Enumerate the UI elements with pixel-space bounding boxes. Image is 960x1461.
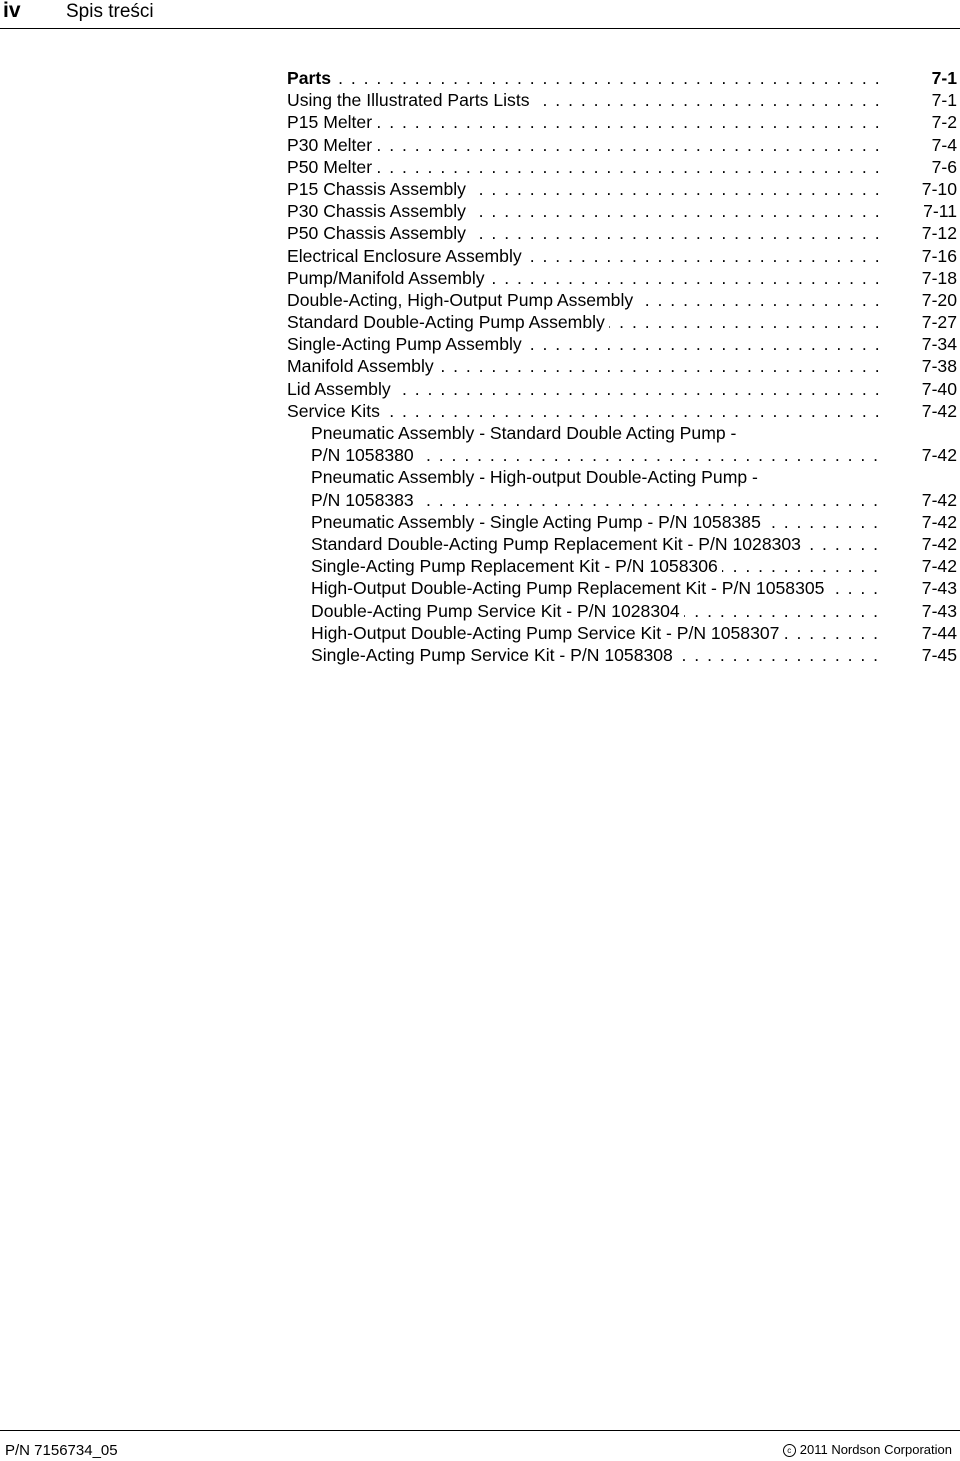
toc-entry-page: 7-11 [913, 200, 957, 222]
toc-entry[interactable] [287, 311, 957, 333]
toc-entry-page: 7-18 [913, 267, 957, 289]
toc-entry[interactable] [287, 511, 957, 533]
toc-entry-page: 7-34 [913, 333, 957, 355]
toc-entry[interactable] [287, 577, 957, 599]
toc-entry-title: Service Kits [287, 401, 384, 421]
toc-entry-title: Double-Acting Pump Service Kit - P/N 1028304 [311, 601, 684, 621]
toc-entry-page: 7-42 [913, 555, 957, 577]
toc-entry-title: P30 Melter [287, 135, 376, 155]
toc-entry[interactable] [287, 400, 957, 422]
toc-entry-page: 7-45 [913, 644, 957, 666]
toc-entry-title: Manifold Assembly [287, 356, 438, 376]
toc-entry-title: Standard Double-Acting Pump Assembly [287, 312, 609, 332]
toc-entry-title: Lid Assembly [287, 379, 395, 399]
toc-entry[interactable] [287, 555, 957, 577]
toc-entry-title: Pneumatic Assembly - High-output Double-Acting Pump - [311, 467, 762, 487]
footer-divider [0, 1430, 960, 1431]
dot-leader [287, 134, 882, 156]
toc-entry[interactable] [287, 289, 957, 311]
toc-entry-page: 7-1 [913, 67, 957, 89]
toc-entry-title: P15 Melter [287, 112, 376, 132]
toc-entry-page: 7-44 [913, 622, 957, 644]
toc-entry-title: P50 Chassis Assembly [287, 223, 470, 243]
toc-entry-page: 7-43 [913, 600, 957, 622]
toc-entry-title: P50 Melter [287, 157, 376, 177]
copyright-text: 2011 Nordson Corporation [799, 1442, 952, 1457]
toc-entry-page: 7-6 [913, 156, 957, 178]
toc-entry[interactable] [287, 422, 957, 466]
toc-entry[interactable] [287, 245, 957, 267]
toc-entry-page: 7-2 [913, 111, 957, 133]
toc-entry-page: 7-42 [913, 444, 957, 466]
toc-entry-title: Using the Illustrated Parts Lists [287, 90, 534, 110]
toc-entry-title: Pump/Manifold Assembly [287, 268, 489, 288]
toc-entry-title: Standard Double-Acting Pump Replacement Kit - P/N 1028303 [311, 534, 805, 554]
toc-entry[interactable] [287, 67, 957, 89]
dot-leader [287, 156, 882, 178]
dot-leader [287, 67, 882, 89]
toc-entry[interactable] [287, 267, 957, 289]
toc-entry[interactable] [287, 533, 957, 555]
toc-entry-page: 7-10 [913, 178, 957, 200]
toc-entry-title: Single-Acting Pump Assembly [287, 334, 526, 354]
toc-entry[interactable] [287, 178, 957, 200]
toc-entry-page: 7-1 [913, 89, 957, 111]
toc-entry[interactable] [287, 156, 957, 178]
header-divider [0, 28, 960, 29]
toc-entry-title: High-Output Double-Acting Pump Replacement Kit - P/N 1058305 [311, 578, 828, 598]
toc-entry-page: 7-20 [913, 289, 957, 311]
toc-entry-page: 7-42 [913, 533, 957, 555]
toc-entry-page: 7-38 [913, 355, 957, 377]
toc-entry-title: Single-Acting Pump Service Kit - P/N 1058308 [311, 645, 677, 665]
toc-entry-title-line2: P/N 1058380 [311, 445, 418, 465]
toc-entry-title: P30 Chassis Assembly [287, 201, 470, 221]
toc-entry-page: 7-42 [913, 511, 957, 533]
toc-entry[interactable] [287, 466, 957, 510]
toc-entry-page: 7-40 [913, 378, 957, 400]
page-footer [0, 1430, 960, 1461]
toc-entry-page: 7-27 [913, 311, 957, 333]
toc-entry[interactable] [287, 622, 957, 644]
toc-entry-title: P15 Chassis Assembly [287, 179, 470, 199]
toc-entry-page: 7-42 [913, 400, 957, 422]
toc-entry-page: 7-42 [913, 489, 957, 511]
toc-entry-page: 7-4 [913, 134, 957, 156]
toc-entry-title: Double-Acting, High-Output Pump Assembly [287, 290, 637, 310]
toc-entry[interactable] [287, 600, 957, 622]
table-of-contents [287, 67, 957, 666]
toc-entry-title: Pneumatic Assembly - Standard Double Acting Pump - [311, 423, 740, 443]
toc-entry-page: 7-43 [913, 577, 957, 599]
toc-entry[interactable] [287, 333, 957, 355]
toc-entry-title: Pneumatic Assembly - Single Acting Pump - P/N 1058385 [311, 512, 765, 532]
toc-entry-title-line2: P/N 1058383 [311, 490, 418, 510]
page-header [0, 0, 960, 30]
toc-entry[interactable] [287, 378, 957, 400]
toc-entry-page: 7-16 [913, 245, 957, 267]
toc-entry[interactable] [287, 355, 957, 377]
copyright-notice [783, 1441, 952, 1459]
toc-entry-title: High-Output Double-Acting Pump Service Kit - P/N 1058307 [311, 623, 783, 643]
toc-entry[interactable] [287, 111, 957, 133]
toc-entry[interactable] [287, 200, 957, 222]
copyright-icon: c [783, 1444, 796, 1457]
toc-entry-title: Single-Acting Pump Replacement Kit - P/N 1058306 [311, 556, 722, 576]
dot-leader [287, 111, 882, 133]
toc-entry[interactable] [287, 644, 957, 666]
toc-entry[interactable] [287, 222, 957, 244]
page-number: iv [3, 0, 21, 22]
toc-entry-title: Parts [287, 68, 335, 88]
toc-entry-title: Electrical Enclosure Assembly [287, 246, 526, 266]
toc-entry-page: 7-12 [913, 222, 957, 244]
toc-entry[interactable] [287, 89, 957, 111]
part-number: P/N 7156734_05 [5, 1442, 118, 1459]
toc-entry[interactable] [287, 134, 957, 156]
section-title: Spis treści [66, 1, 154, 22]
